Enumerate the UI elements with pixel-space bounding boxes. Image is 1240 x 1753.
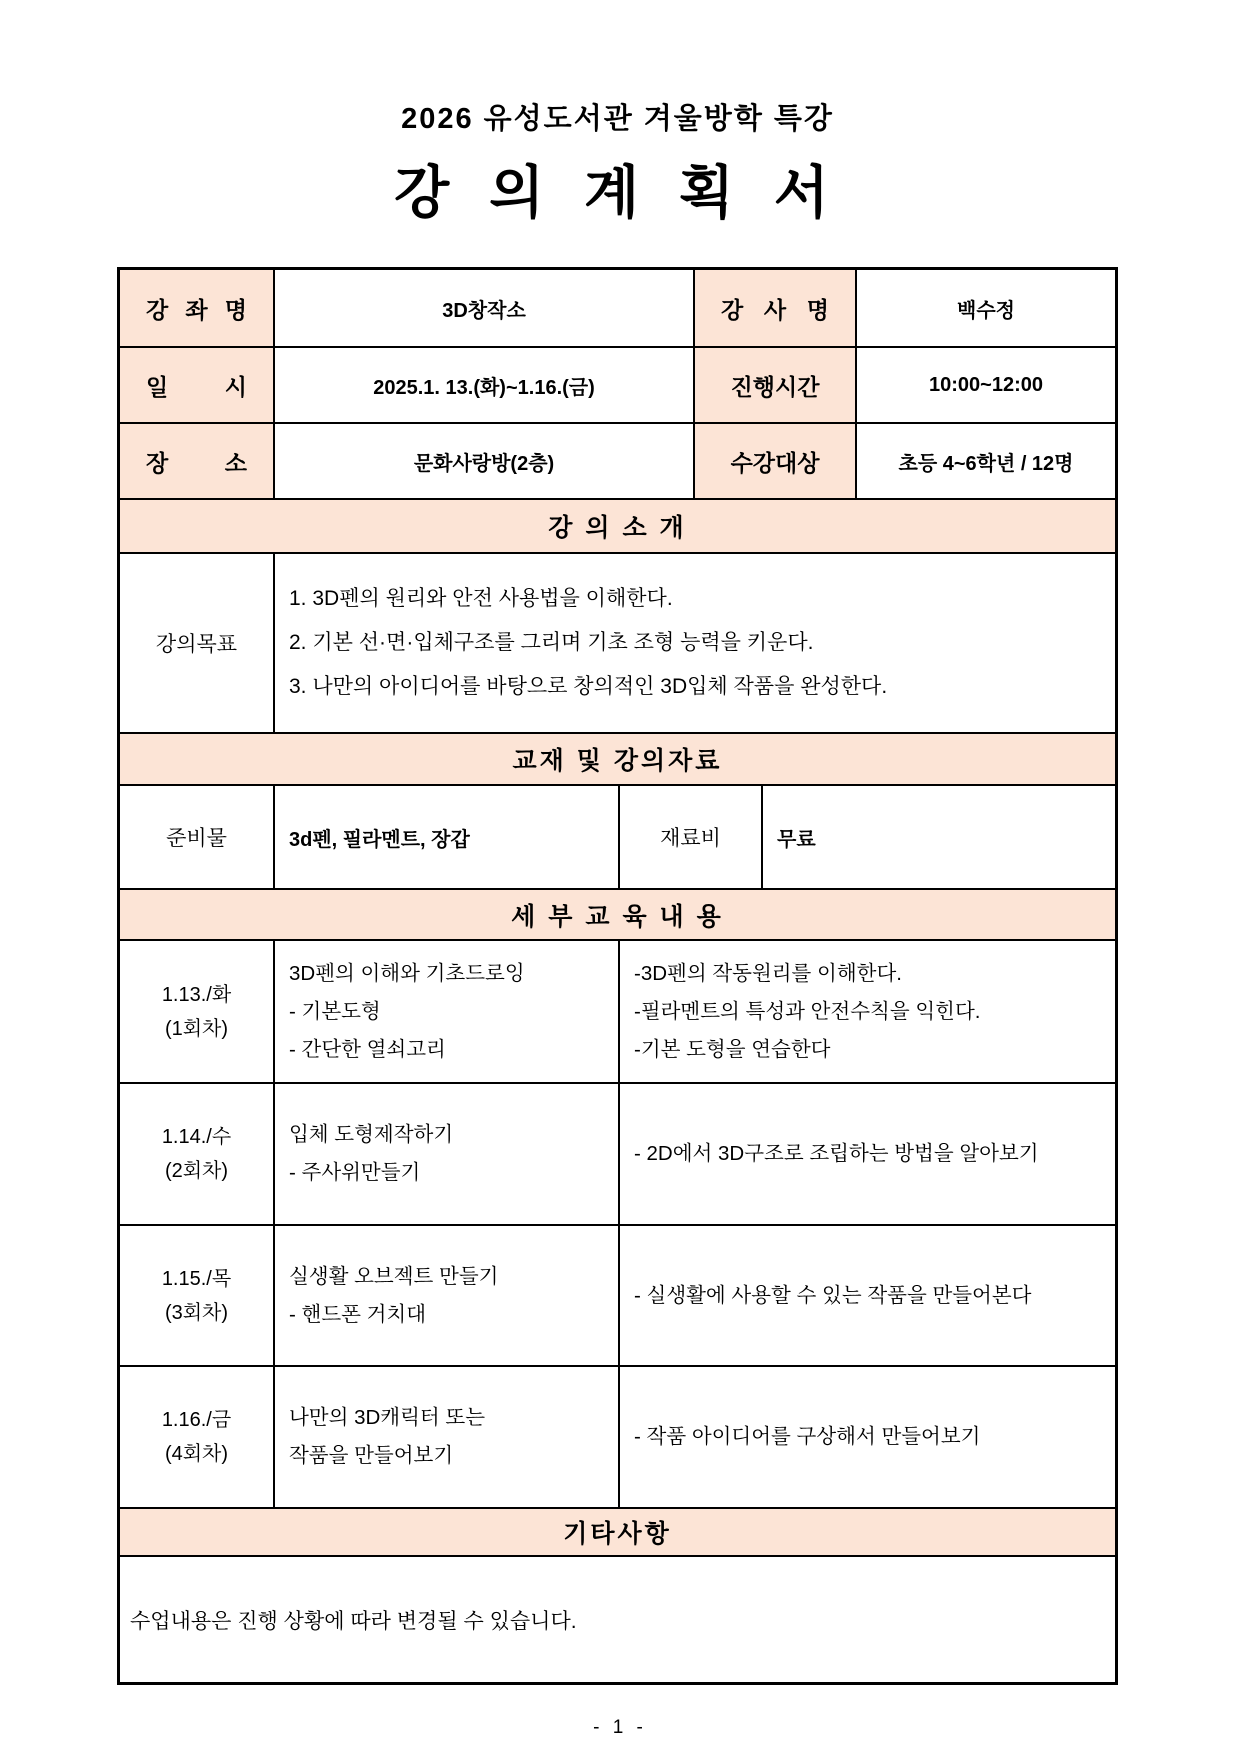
time-label: 진행시간 [693, 348, 855, 422]
schedule-row-1-desc [618, 941, 1115, 1082]
page-number: - 1 - [593, 1717, 647, 1738]
schedule-row-4-date [120, 1367, 273, 1507]
schedule-row-4-session: (4회차) [164, 1443, 229, 1465]
table-row-goals [120, 552, 1115, 732]
date-label: 일 시 [120, 348, 273, 422]
schedule-row-2-session: (2회차) [164, 1160, 229, 1182]
schedule-row-2-topic [273, 1084, 618, 1224]
schedule-row-1-topic-lines [275, 955, 618, 1069]
schedule-row-4-desc-lines [620, 1418, 1115, 1456]
goal-item-2: 2. 기본 선·면·입체구조를 그리며 기초 조형 능력을 키운다. [289, 631, 814, 654]
schedule-row-4-topic [273, 1367, 618, 1507]
schedule-row-2 [120, 1082, 1115, 1224]
section-header-introduction: 강 의 소 개 [120, 498, 1115, 552]
desc-line: -필라멘트의 특성과 안전수칙을 익힌다. [634, 999, 981, 1023]
course-name-value: 3D창작소 [273, 270, 693, 346]
table-row-course [120, 270, 1115, 346]
goals-list [275, 577, 1115, 709]
goals-label: 강의목표 [120, 554, 273, 732]
date-value: 2025.1. 13.(화)~1.16.(금) [273, 348, 693, 422]
schedule-row-4-topic-lines [275, 1399, 618, 1475]
desc-line: - 2D에서 3D구조로 조립하는 방법을 알아보기 [634, 1142, 1039, 1165]
table-row-place [120, 422, 1115, 498]
time-value: 10:00~12:00 [855, 348, 1115, 422]
document-title: 강 의 계 획 서 [394, 161, 841, 225]
schedule-row-1-session: (1회차) [164, 1017, 229, 1040]
section-header-schedule: 세 부 교 육 내 용 [120, 888, 1115, 939]
desc-line: -3D펜의 작동원리를 이해한다. [634, 961, 902, 985]
section-header-etc: 기타사항 [120, 1507, 1115, 1555]
topic-line: 작품을 만들어보기 [289, 1444, 454, 1467]
schedule-row-4-desc [618, 1367, 1115, 1507]
schedule-row-1-topic [273, 941, 618, 1082]
desc-line: - 실생활에 사용할 수 있는 작품을 만들어본다 [634, 1283, 1032, 1307]
schedule-row-1-date-text: 1.13./화 [161, 983, 232, 1006]
fee-value: 무료 [761, 786, 1115, 888]
schedule-row-4 [120, 1365, 1115, 1507]
lecture-plan-table [117, 267, 1118, 1685]
section-header-materials: 교재 및 강의자료 [120, 732, 1115, 784]
schedule-row-1-date [120, 941, 273, 1082]
place-value: 문화사랑방(2층) [273, 424, 693, 498]
note-text: 수업내용은 진행 상황에 따라 변경될 수 있습니다. [130, 1609, 577, 1633]
topic-line: - 간단한 열쇠고리 [289, 1037, 446, 1061]
topic-line: 나만의 3D캐릭터 또는 [289, 1406, 486, 1429]
goal-item-3: 3. 나만의 아이디어를 바탕으로 창의적인 3D입체 작품을 완성한다. [289, 675, 888, 698]
schedule-row-3-session: (3회차) [164, 1301, 229, 1324]
desc-line: -기본 도형을 연습한다 [634, 1037, 831, 1061]
course-name-label: 강 좌 명 [120, 270, 273, 346]
schedule-row-2-desc-lines [620, 1135, 1115, 1173]
schedule-row-3-topic-lines [275, 1258, 618, 1334]
schedule-row-2-desc [618, 1084, 1115, 1224]
table-row-materials [120, 784, 1115, 888]
fee-label: 재료비 [618, 786, 761, 888]
content-area [117, 0, 1118, 1685]
schedule-row-3 [120, 1224, 1115, 1365]
topic-line: - 주사위만들기 [289, 1161, 421, 1184]
goal-item-1: 1. 3D펜의 원리와 안전 사용법을 이해한다. [289, 587, 673, 610]
topic-line: 실생활 오브젝트 만들기 [289, 1264, 499, 1288]
target-value: 초등 4~6학년 / 12명 [855, 424, 1115, 498]
instructor-value: 백수정 [855, 270, 1115, 346]
schedule-row-3-topic [273, 1226, 618, 1365]
topic-line: 3D펜의 이해와 기초드로잉 [289, 961, 525, 985]
target-label: 수강대상 [693, 424, 855, 498]
table-row-note [120, 1555, 1115, 1682]
supplies-label: 준비물 [120, 786, 273, 888]
desc-line: - 작품 아이디어를 구상해서 만들어보기 [634, 1425, 981, 1448]
document-subtitle: 2026 유성도서관 겨울방학 특강 [401, 103, 834, 135]
place-label: 장 소 [120, 424, 273, 498]
schedule-row-2-date-text: 1.14./수 [161, 1126, 232, 1148]
schedule-row-1-desc-lines [620, 955, 1115, 1069]
schedule-row-1 [120, 939, 1115, 1082]
instructor-label: 강 사 명 [693, 270, 855, 346]
topic-line: 입체 도형제작하기 [289, 1123, 454, 1146]
schedule-row-2-topic-lines [275, 1116, 618, 1192]
goals-content [273, 554, 1115, 732]
schedule-row-3-desc-lines [620, 1277, 1115, 1315]
schedule-row-3-date [120, 1226, 273, 1365]
supplies-value: 3d펜, 필라멘트, 장갑 [273, 786, 618, 888]
schedule-row-2-date [120, 1084, 273, 1224]
topic-line: - 핸드폰 거치대 [289, 1302, 427, 1326]
schedule-row-3-date-text: 1.15./목 [161, 1267, 232, 1290]
schedule-row-4-date-text: 1.16./금 [161, 1409, 232, 1431]
schedule-row-3-desc [618, 1226, 1115, 1365]
topic-line: - 기본도형 [289, 999, 381, 1023]
table-row-date [120, 346, 1115, 422]
